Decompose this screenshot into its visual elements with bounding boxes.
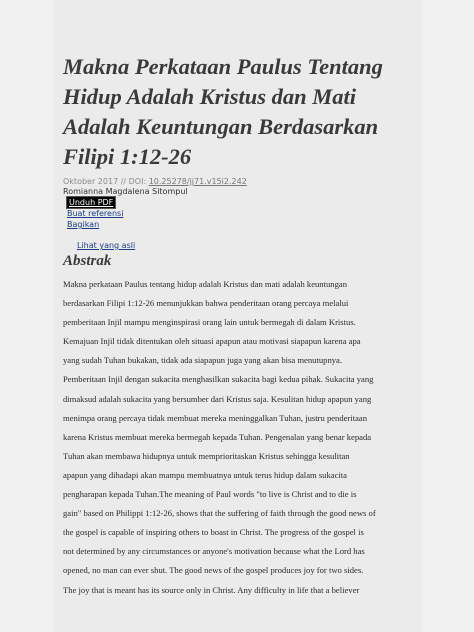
share-link[interactable]: Bagikan <box>67 220 100 229</box>
publication-date: Oktober 2017 <box>63 177 119 186</box>
abstract-line: Makna perkataan Paulus tentang hidup adalah Kristus dan mati adalah keuntungan <box>63 279 347 289</box>
abstract-line: not determined by any circumstances or anyone's motivation because what the Lord has <box>63 546 365 557</box>
abstract-line: Tuhan akan membawa hidupnya untuk memprioritaskan Kristus sehingga kesulitan <box>63 450 350 461</box>
cite-link[interactable]: Buat referensi <box>67 209 124 218</box>
author-name: Romianna Magdalena Sitompul <box>63 187 188 196</box>
view-original-link[interactable]: Lihat yang asli <box>77 241 136 250</box>
abstract-line: Pemberitaan Injil dengan sukacita menghasilkan sukacita bagi kedua pihak. Sukacita yang <box>63 374 374 385</box>
abstract-body <box>63 275 423 600</box>
abstract-line: pemberitaan Injil mampu menginspirasi orang lain untuk bermegah di dalam Kristus. <box>63 317 356 328</box>
abstract-line: apapun yang dihadapi akan mampu membuatnya untuk terus hidup dalam sukacita <box>63 469 347 480</box>
abstract-line: Kemajuan Injil tidak ditentukan oleh situasi apapun atau motivasi siapapun karena apa <box>63 336 361 347</box>
abstract-line: opened, no man can ever shut. The good news of the gospel produces joy for two sides. <box>63 565 364 576</box>
abstract-line: karena Kristus membuat mereka bermegah kepada Tuhan. Pengenalan yang benar kepada <box>63 431 372 442</box>
abstract-heading: Abstrak <box>63 253 112 269</box>
abstract-line: berdasarkan Filipi 1:12-26 menunjukkan bahwa penderitaan orang percaya melalui <box>63 298 349 309</box>
abstract-line: gain" based on Philippi 1:12-26, shows that the suffering of faith through the good news of <box>63 508 376 519</box>
article-title: Makna Perkataan Paulus Tentang Hidup Adalah Kristus dan Mati Adalah Keuntungan Berdasarkan Filipi 1:12-26 <box>63 54 383 169</box>
abstract-line: pengharapan kepada Tuhan.The meaning of Paul words "to live is Christ and to die is <box>63 489 357 500</box>
abstract-line: The joy that is meant has its source only in Christ. Any difficulty in life that a believer <box>63 584 360 595</box>
action-menu <box>67 197 123 230</box>
abstract-line: the gospel is capable of inspiring others to boast in Christ. The progress of the gospel is <box>63 527 364 538</box>
doi-link[interactable]: 10.25278/jj71.v15i2.242 <box>148 177 247 186</box>
abstract-line: menimpa orang percaya tidak membuat mereka meninggalkan Tuhan, justru penderitaan <box>63 412 368 423</box>
meta-separator: // <box>120 177 127 186</box>
download-pdf-link[interactable]: Unduh PDF <box>69 198 114 207</box>
article-meta <box>63 177 247 186</box>
abstract-line: yang sudah Tuhan bukakan, tidak ada siapapun juga yang akan bisa menutupnya. <box>63 355 342 366</box>
abstract-line: dimaksud adalah sukacita yang bersumber dari Kristus saja. Kesulitan hidup apapun yang <box>63 393 372 404</box>
doi-label: DOI: <box>128 177 147 186</box>
